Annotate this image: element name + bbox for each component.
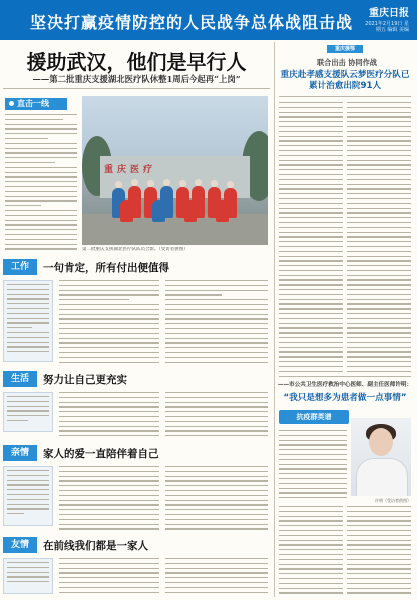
- intro-text: [5, 114, 77, 254]
- team-member-head: [211, 180, 218, 187]
- ground: [82, 214, 268, 245]
- divider: [3, 88, 270, 89]
- issue-date: 2021年2月19日 星期五 编辑 美编: [365, 21, 409, 33]
- team-member: [152, 200, 165, 222]
- main-story: [3, 42, 270, 597]
- portrait-body: [356, 458, 408, 496]
- kicker-label: 直击一线: [17, 99, 49, 108]
- section-header: [3, 256, 270, 278]
- section-text: [165, 392, 268, 440]
- section-text: [165, 558, 268, 596]
- section-header: [3, 534, 270, 556]
- right-headline: 重庆赴孝感支援队云梦医疗分队已累计治愈出院91人: [280, 70, 410, 91]
- pull-quote-text: [7, 470, 49, 522]
- team-member-head: [147, 180, 154, 187]
- team-member-head: [227, 181, 234, 188]
- profile-text: [279, 430, 347, 502]
- section-text: [59, 558, 159, 596]
- portrait-caption: 许明（受访者供图）: [375, 498, 411, 503]
- right-article-text: [279, 102, 343, 374]
- heroes-column-badge: 抗疫群英谱: [279, 410, 349, 424]
- team-member-head: [115, 181, 122, 188]
- top-banner: [0, 0, 417, 40]
- right-kicker-line: 联合出击 协同作战: [316, 58, 377, 67]
- building-sign: 重庆医疗: [104, 165, 157, 175]
- divider: [279, 376, 411, 377]
- section-text: [59, 466, 159, 532]
- team-member-head: [163, 179, 170, 186]
- pull-quote-box: [3, 392, 53, 432]
- section-text: [59, 392, 159, 440]
- team-member: [216, 200, 229, 222]
- microphone-icon: [9, 101, 14, 106]
- section-header: [3, 442, 270, 464]
- section-header: [3, 368, 270, 390]
- team-photo: [82, 96, 268, 245]
- pull-quote-text: [7, 562, 49, 590]
- banner-title: 坚决打赢疫情防控的人民战争总体战阻击战: [30, 13, 354, 32]
- photo-caption: 第二批重庆支援湖北医疗队队员合影。（受访者供图）: [82, 247, 188, 252]
- main-headline: 援助武汉，他们是早行人: [26, 50, 247, 74]
- team-member: [184, 200, 197, 222]
- main-subheadline: ——第二批重庆支援湖北医疗队休整1周后今起再“上岗”: [32, 74, 241, 84]
- pull-quote-box: [3, 558, 53, 594]
- section-text: [59, 280, 159, 366]
- team-member: [120, 200, 133, 222]
- section-tag: 亲情: [3, 445, 37, 461]
- profile-text: [279, 506, 343, 596]
- section-title: 在前线我们都是一家人: [43, 540, 148, 552]
- doctor-portrait: [351, 418, 411, 496]
- profile-text: [347, 506, 411, 596]
- profile-intro: ——市公共卫生医疗救治中心医师、副主任医师许明：: [277, 382, 413, 388]
- portrait-face: [369, 428, 393, 456]
- pull-quote-box: [3, 280, 53, 362]
- section-title: 一句肯定，所有付出便值得: [43, 262, 169, 274]
- right-kicker-tag: 重庆援鄂: [327, 45, 363, 53]
- section-tag: 工作: [3, 259, 37, 275]
- team-member-head: [131, 179, 138, 186]
- divider: [279, 96, 411, 97]
- team-member-head: [195, 179, 202, 186]
- section-text: [165, 280, 268, 366]
- right-article-text: [347, 102, 411, 374]
- pull-quote-text: [7, 284, 49, 358]
- section-title: 家人的爱一直陪伴着自己: [43, 448, 159, 460]
- team-member-head: [179, 180, 186, 187]
- pull-quote-text: [7, 396, 49, 428]
- section-tag: 生活: [3, 371, 37, 387]
- newspaper-logo: 重庆日报: [369, 8, 409, 19]
- pull-quote-box: [3, 466, 53, 526]
- section-text: [165, 466, 268, 532]
- section-tag: 友情: [3, 537, 37, 553]
- section-kicker: [5, 98, 67, 110]
- profile-quote: “我只是想多为患者做一点事情”: [283, 393, 407, 403]
- right-column: [274, 42, 415, 597]
- section-title: 努力让自己更充实: [43, 374, 127, 386]
